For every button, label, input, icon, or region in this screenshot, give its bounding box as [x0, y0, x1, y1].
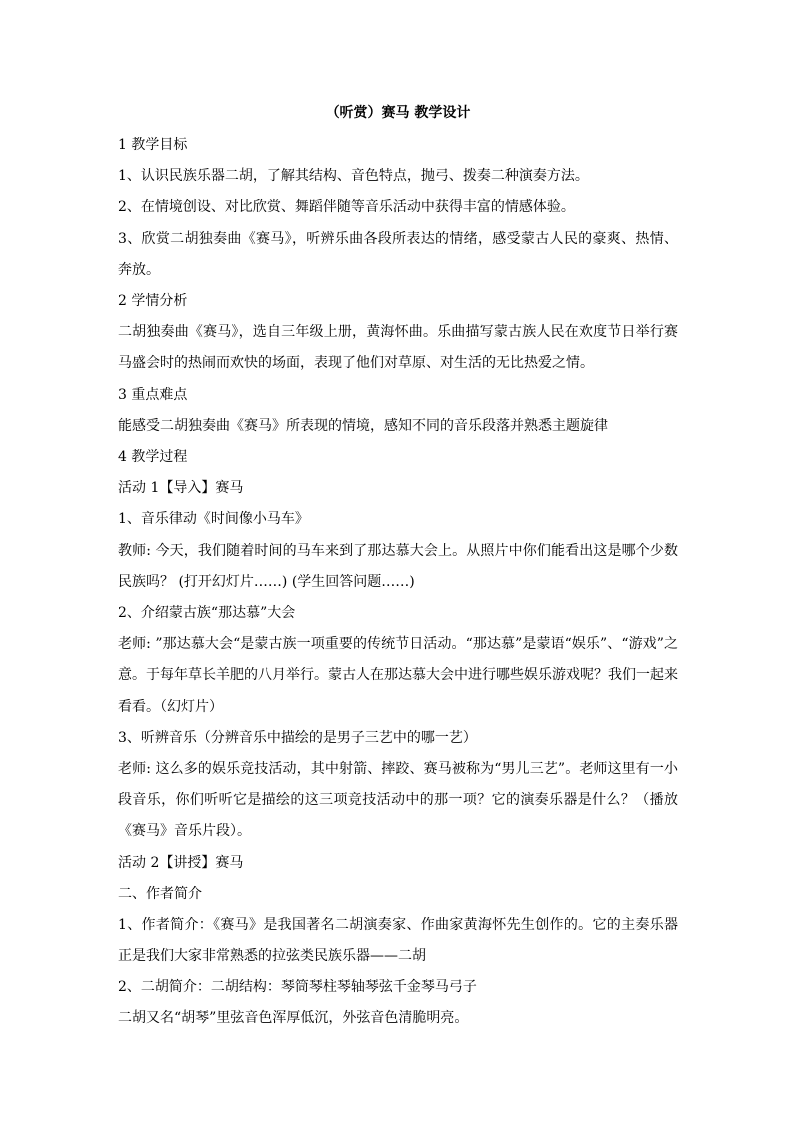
section-heading-teaching-goals: 1 教学目标 [118, 137, 188, 153]
goal-item-1: 1、认识民族乐器二胡，了解其结构、音色特点，抛弓、拨奏二种演奏方法。 [118, 168, 589, 185]
author-intro-text: 1、作者简介：《赛马》是我国著名二胡演奏家、作曲家黄海怀先生创作的。它的主奏乐器正是我们大家非常熟悉的拉弦类民族乐器——二胡 [118, 916, 678, 965]
part-2-heading: 二、作者简介 [118, 885, 202, 902]
learner-analysis-text: 二胡独奏曲《赛马》，选自三年级上册，黄海怀曲。乐曲描写蒙古族人民在欢度节日举行赛马盛会时的热闹而欢快的场面，表现了他们对草原、对生活的无比热爱之情。 [118, 324, 678, 372]
activity-1-heading: 活动 1【导入】赛马 [118, 480, 244, 497]
teacher-dialogue-2: 老师: ”那达慕大会“是蒙古族一项重要的传统节日活动。“那达慕”是蒙语“娱乐”、“游戏”之意。于每年草长羊肥的八月举行。蒙古人在那达慕大会中进行哪些娱乐游戏呢？我们一起来看看。（幻灯片） [118, 636, 678, 715]
document-page [118, 100, 678, 1035]
section-heading-teaching-process: 4 教学过程 [118, 448, 188, 465]
goal-item-2: 2、在情境创设、对比欣赏、舞蹈伴随等音乐活动中获得丰富的情感体验。 [118, 199, 575, 216]
document-title: （听赏）赛马 教学设计 [325, 105, 471, 121]
step-2-heading: 2、介绍蒙古族“那达慕”大会 [118, 604, 296, 621]
goal-item-3: 3、欣赏二胡独奏曲《赛马》，听辨乐曲各段所表达的情绪，感受蒙古人民的豪爽、热情、奔放。 [118, 230, 678, 278]
erhu-intro-text: 2、二胡简介：二胡结构：琴筒琴柱琴轴琴弦千金琴马弓子 [118, 979, 477, 996]
key-points-text: 能感受二胡独奏曲《赛马》所表现的情境，感知不同的音乐段落并熟悉主题旋律 [118, 417, 608, 434]
section-heading-key-points: 3 重点难点 [118, 386, 188, 403]
teacher-dialogue-1: 教师: 今天，我们随着时间的马车来到了那达慕大会上。从照片中你们能看出这是哪个少数民族吗？ (打开幻灯片……) (学生回答问题……) [118, 542, 678, 590]
activity-2-heading: 活动 2【讲授】赛马 [118, 854, 244, 871]
step-1-heading: 1、音乐律动《时间像小马车》 [118, 511, 309, 528]
erhu-tone-text: 二胡又名“胡琴”里弦音色浑厚低沉，外弦音色清脆明亮。 [118, 1010, 469, 1027]
section-heading-learner-analysis: 2 学情分析 [118, 292, 188, 309]
teacher-dialogue-3: 老师: 这么多的娱乐竞技活动，其中射箭、摔跤、赛马被称为“男儿三艺”。老师这里有一小段音乐，你们听听它是描绘的这三项竞技活动中的那一项？它的演奏乐器是什么？（播放《赛马》音乐片段）。 [118, 760, 678, 840]
step-3-heading: 3、听辨音乐（分辨音乐中描绘的是男子三艺中的哪一艺） [118, 729, 477, 746]
